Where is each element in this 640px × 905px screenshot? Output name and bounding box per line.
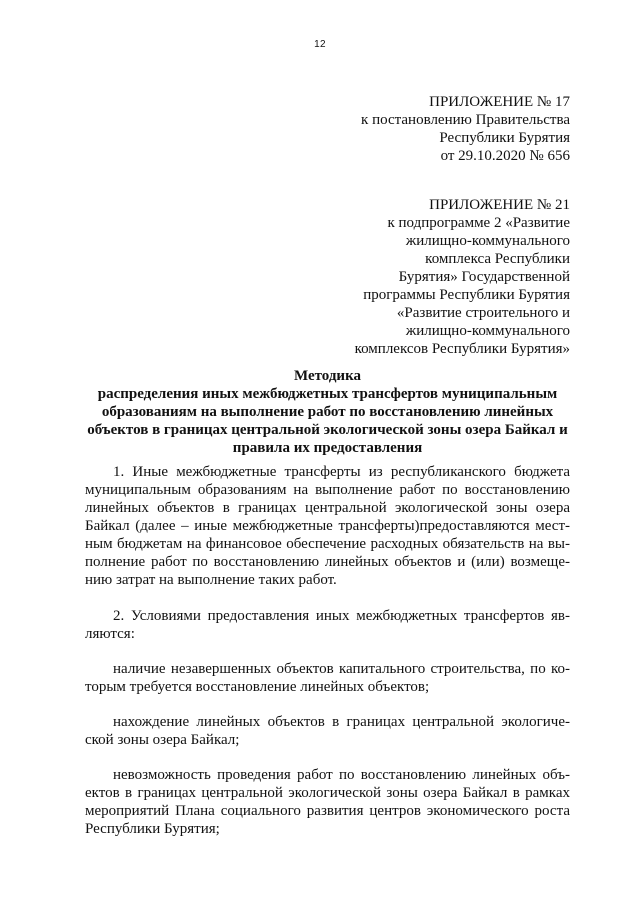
paragraph-5 (85, 766, 570, 838)
title-line: распределения иных межбюджетных трансфертов муниципальным (97, 386, 558, 402)
appendix-17-block (361, 93, 570, 165)
title-line: правила их предоставления (232, 440, 423, 456)
paragraph-line: торым требуется восстановление линейных объектов; (85, 679, 430, 695)
paragraph-line: Байкал (далее – иные межбюджетные трансферты)предоставляются мест- (85, 518, 570, 534)
appendix-17-line: Республики Бурятия (439, 130, 570, 146)
paragraph-line: ектов в границах центральной экологической зоны озера Байкал в рамках (85, 785, 570, 801)
paragraph-line: ным бюджетам на финансовое обеспечение расходных обязательств на вы- (85, 536, 570, 552)
appendix-21-block (355, 196, 570, 358)
title-line: объектов в границах центральной экологической зоны озера Байкал и (87, 422, 568, 438)
paragraph-line: Республики Бурятия; (85, 821, 220, 837)
page-number: 12 (314, 39, 326, 50)
paragraph-3 (85, 660, 570, 696)
paragraph-line: линейных объектов в границах центральной экологической зоны озера (85, 500, 570, 516)
paragraph-line: мероприятий Плана социального развития центров экономического роста (85, 803, 570, 819)
document-title (85, 367, 570, 457)
appendix-21-line: комплексов Республики Бурятия» (354, 341, 570, 357)
appendix-21-line: «Развитие строительного и (396, 305, 570, 321)
paragraph-line: нию затрат на выполнение таких работ. (85, 572, 337, 588)
paragraph-line: невозможность проведения работ по восстановлению линейных объ- (113, 767, 570, 783)
paragraph-line: муниципальным образованиям на выполнение работ по восстановлению (85, 482, 570, 498)
appendix-21-line: программы Республики Бурятия (363, 287, 570, 303)
appendix-21-line: Бурятия» Государственной (398, 269, 570, 285)
paragraph-line: наличие незавершенных объектов капитального строительства, по ко- (113, 661, 570, 677)
appendix-21-heading: ПРИЛОЖЕНИЕ № 21 (429, 197, 570, 213)
paragraph-line: нахождение линейных объектов в границах центральной экологиче- (113, 714, 570, 730)
paragraph-line: 2. Условиями предоставления иных межбюджетных трансфертов яв- (113, 608, 570, 624)
appendix-17-line: от 29.10.2020 № 656 (440, 148, 570, 164)
appendix-21-line: к подпрограмме 2 «Развитие (387, 215, 570, 231)
appendix-21-line: жилищно-коммунального (405, 233, 570, 249)
paragraph-1 (85, 463, 570, 589)
document-body (85, 463, 570, 838)
paragraph-line: 1. Иные межбюджетные трансферты из республиканского бюджета (113, 464, 570, 480)
paragraph-2 (85, 607, 570, 643)
paragraph-4 (85, 713, 570, 749)
paragraph-line: ской зоны озера Байкал; (85, 732, 240, 748)
appendix-17-heading: ПРИЛОЖЕНИЕ № 17 (429, 94, 570, 110)
appendix-21-line: комплекса Республики (425, 251, 570, 267)
title-line: образованиям на выполнение работ по восстановлению линейных (101, 404, 554, 420)
paragraph-line: полнение работ по восстановлению линейных объектов и (или) возмеще- (85, 554, 570, 570)
appendix-21-line: жилищно-коммунального (405, 323, 570, 339)
paragraph-line: ляются: (85, 626, 135, 642)
title-line: Методика (293, 368, 361, 384)
appendix-17-line: к постановлению Правительства (361, 112, 570, 128)
